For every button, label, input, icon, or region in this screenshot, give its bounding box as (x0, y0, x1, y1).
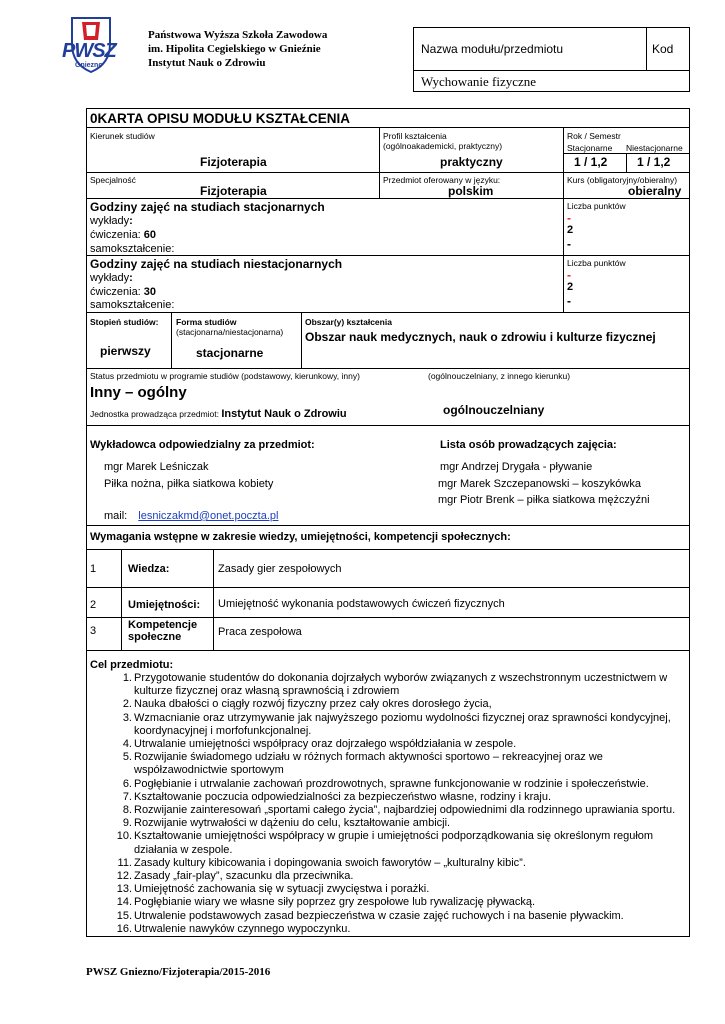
area-label: Obszar(y) kształcenia (305, 317, 392, 327)
resp-lecturer-name: mgr Marek Leśniczak (104, 461, 209, 473)
lecturers-list-label: Lista osób prowadzących zajęcia: (440, 439, 617, 451)
goal-text: Wzmacnianie oraz utrzymywanie jak najwyższego poziomu wydolności fizycznej oraz sprawności kondycyjnej, koordynacyjnej i morfofunkcjonalnej. (134, 711, 671, 737)
goal-text: Zasady kultury kibicowania i dopingowania swoich faworytów – „kulturalny kibic”. (134, 856, 526, 869)
goal-item (98, 712, 686, 738)
profile-value: praktyczny (440, 155, 503, 169)
req-row-1-text: Zasady gier zespołowych (218, 563, 342, 575)
goal-number: 9. (122, 817, 132, 830)
goal-text: Zasady „fair-play”, szacunku dla przeciwnika. (134, 870, 354, 883)
goal-item (98, 923, 686, 936)
goal-number: 7. (122, 790, 132, 803)
footer-text: PWSZ Gniezno/Fizjoterapia/2015-2016 (86, 966, 271, 978)
status-label: Status przedmiotu w programie studiów (podstawowy, kierunkowy, inny) (90, 371, 360, 381)
points-stat-1: - (567, 211, 571, 225)
hours-stat-lectures: wykłady: (90, 215, 133, 227)
goal-text: Nauka dbałości o ciągły rozwój fizyczny przez cały okres dorosłego życia, (134, 698, 492, 711)
goal-item (98, 738, 686, 751)
goal-text: Utrwalanie umiejętności współpracy oraz dojrzałego współdziałania w zespole. (134, 738, 517, 751)
goal-text: Kształtowanie umiejętności współpracy w grupie i umiejętności podporządkowania się określonym regułom działania w zespole. (134, 830, 654, 856)
logo-subtext: Gniezno (75, 62, 103, 69)
hours-stat-self: samokształcenie: (90, 243, 175, 255)
language-label: Przedmiot oferowany w języku: (383, 175, 501, 185)
req-row-2-num: 2 (90, 599, 97, 611)
goal-number: 8. (122, 804, 132, 817)
module-name-label: Nazwa modułu/przedmiotu (421, 42, 564, 56)
goal-item (98, 804, 686, 817)
logo-text: PWSZ (62, 40, 116, 62)
goal-text: Przygotowanie studentów do dokonania dojrzałych wyborów związanych z wszechstronnym uczestnictwem w kulturze fizycznej oraz własną sprawnością i zdrowiem (134, 672, 668, 698)
status-value-2: ogólnouczelniany (443, 403, 545, 417)
study-form-value: stacjonarne (196, 346, 264, 360)
lecturer-2: mgr Piotr Brenk – piłka siatkowa mężczyźni (438, 494, 650, 506)
study-form-sub: (stacjonarna/niestacjonarna) (176, 327, 284, 337)
school-name: Państwowa Wyższa Szkoła Zawodowa im. Hipolita Cegielskiego w Gnieźnie Instytut Nauk o Zdrowiu (148, 29, 328, 69)
spec-value: Fizjoterapia (200, 184, 267, 198)
card-title: 0KARTA OPISU MODUŁU KSZTAŁCENIA (90, 111, 350, 126)
goal-number: 2. (122, 698, 132, 711)
goal-number: 4. (122, 738, 132, 751)
field-label: Kierunek studiów (90, 131, 155, 141)
goal-item (98, 883, 686, 896)
goal-number: 6. (122, 777, 132, 790)
study-level-label: Stopień studiów: (90, 317, 159, 327)
goals-title: Cel przedmiotu: (90, 659, 174, 671)
hours-nstat-self: samokształcenie: (90, 299, 175, 311)
req-row-1-label: Wiedza: (128, 563, 170, 575)
goal-number: 5. (122, 751, 132, 764)
code-label: Kod (652, 42, 674, 56)
goal-item (98, 896, 686, 909)
goal-item (98, 778, 686, 791)
goal-item (98, 870, 686, 883)
points-nstat-label: Liczba punktów (567, 258, 626, 268)
profile-label: Profil kształcenia (ogólnoakademicki, praktyczny) (383, 131, 503, 151)
spec-label: Specjalność (90, 175, 136, 185)
study-form-label: Forma studiów (176, 317, 237, 327)
points-stat-label: Liczba punktów (567, 201, 626, 211)
goal-text: Pogłębianie wiary we własne siły poprzez gry zespołowe lub rywalizację pływacką. (134, 896, 536, 909)
goal-text: Umiejętność zachowania się w sytuacji zwycięstwa i porażki. (134, 883, 430, 896)
lecturer-0: mgr Andrzej Drygała - pływanie (440, 461, 593, 473)
hours-nstat-exercises: ćwiczenia: 30 (90, 286, 157, 298)
lecturer-1: mgr Marek Szczepanowski – koszykówka (438, 478, 641, 490)
goal-item (98, 830, 686, 856)
hours-stat-title: Godziny zajęć na studiach stacjonarnych (90, 200, 325, 214)
goal-item (98, 672, 686, 698)
language-value: polskim (448, 184, 494, 198)
goal-text: Utrwalenie podstawowych zasad bezpieczeństwa w czasie zajęć ruchowych i na basenie pływackim. (134, 909, 624, 922)
goal-number: 14. (116, 896, 132, 909)
goal-item (98, 698, 686, 711)
points-stat-3: - (567, 237, 571, 251)
year-stat-label: Stacjonarne (567, 143, 613, 153)
points-nstat-3: - (567, 294, 571, 308)
course-type-label: Kurs (obligatoryjny/obieralny) (567, 175, 678, 185)
goal-item (98, 817, 686, 830)
goal-text: Pogłębianie i utrwalanie zachowań prozdrowotnych, sprawne funkcjonowanie w rodzinie i społeczeństwie. (134, 777, 649, 790)
req-row-3-num: 3 (90, 625, 97, 637)
goal-number: 16. (116, 922, 132, 935)
req-row-1-num: 1 (90, 563, 97, 575)
goal-text: Utrwalenie nawyków czynnego wypoczynku. (134, 922, 351, 935)
status-label-2: (ogólnouczelniany, z innego kierunku) (428, 371, 571, 381)
goal-text: Rozwijanie świadomego udziału w różnych formach aktywności sportowo – rekreacyjnej oraz we współzawodnictwie sportowym (134, 751, 603, 777)
school-logo (60, 14, 122, 76)
goal-number: 12. (116, 870, 132, 883)
resp-lecturer-subject: Piłka nożna, piłka siatkowa kobiety (104, 478, 274, 490)
goal-number: 1. (122, 672, 132, 684)
resp-lecturer-label: Wykładowca odpowiedzialny za przedmiot: (90, 439, 315, 451)
year-nstat-value: 1 / 1,2 (637, 155, 671, 169)
req-row-2-text: Umiejętność wykonania podstawowych ćwiczeń fizycznych (218, 598, 505, 610)
requirements-title: Wymagania wstępne w zakresie wiedzy, umiejętności, kompetencji społecznych: (90, 531, 511, 543)
study-level-value: pierwszy (100, 344, 151, 358)
points-nstat-1: - (567, 268, 571, 282)
goal-number: 11. (117, 856, 132, 869)
req-row-3-text: Praca zespołowa (218, 626, 302, 638)
goal-number: 3. (122, 711, 132, 724)
goal-item (98, 857, 686, 870)
goal-item (98, 751, 686, 777)
mail-link[interactable]: lesniczakmd@onet.poczta.pl (138, 510, 279, 522)
req-row-2-label: Umiejętności: (128, 599, 201, 611)
course-type-value: obieralny (628, 184, 682, 198)
goal-item (98, 910, 686, 923)
goals-list (98, 672, 686, 936)
status-value: Inny – ogólny (90, 384, 187, 401)
goal-number: 15. (116, 909, 132, 922)
points-nstat-2: 2 (567, 281, 574, 293)
mail-line: mail: lesniczakmd@onet.poczta.pl (104, 510, 279, 522)
module-name-value: Wychowanie fizyczne (421, 74, 537, 89)
points-stat-2: 2 (567, 224, 574, 236)
goal-text: Rozwijanie wytrwałości w dążeniu do celu, kształtowanie ambicji. (134, 817, 451, 830)
goal-item (98, 791, 686, 804)
field-value: Fizjoterapia (200, 155, 267, 169)
goal-text: Kształtowanie poczucia odpowiedzialności za bezpieczeństwo własne, rodziny i kraju. (134, 790, 551, 803)
year-label: Rok / Semestr (567, 131, 621, 141)
area-value: Obszar nauk medycznych, nauk o zdrowiu i kulturze fizycznej (305, 330, 656, 344)
hours-nstat-lectures: wykłady: (90, 272, 133, 284)
hours-stat-exercises: ćwiczenia: 60 (90, 229, 157, 241)
hours-nstat-title: Godziny zajęć na studiach niestacjonarnych (90, 257, 343, 271)
year-stat-value: 1 / 1,2 (574, 155, 608, 169)
goal-number: 10. (116, 830, 132, 843)
goal-text: Rozwijanie zainteresowań „sportami całego życia”, najbardziej odpowiednimi dla rodzinnego uprawiania sportu. (134, 804, 676, 817)
req-row-3-label: Kompetencje społeczne (128, 619, 198, 643)
year-nstat-label: Niestacjonarne (626, 143, 683, 153)
goal-number: 13. (116, 883, 132, 896)
unit-line: Jednostka prowadząca przedmiot: Instytut Nauk o Zdrowiu (90, 408, 347, 420)
